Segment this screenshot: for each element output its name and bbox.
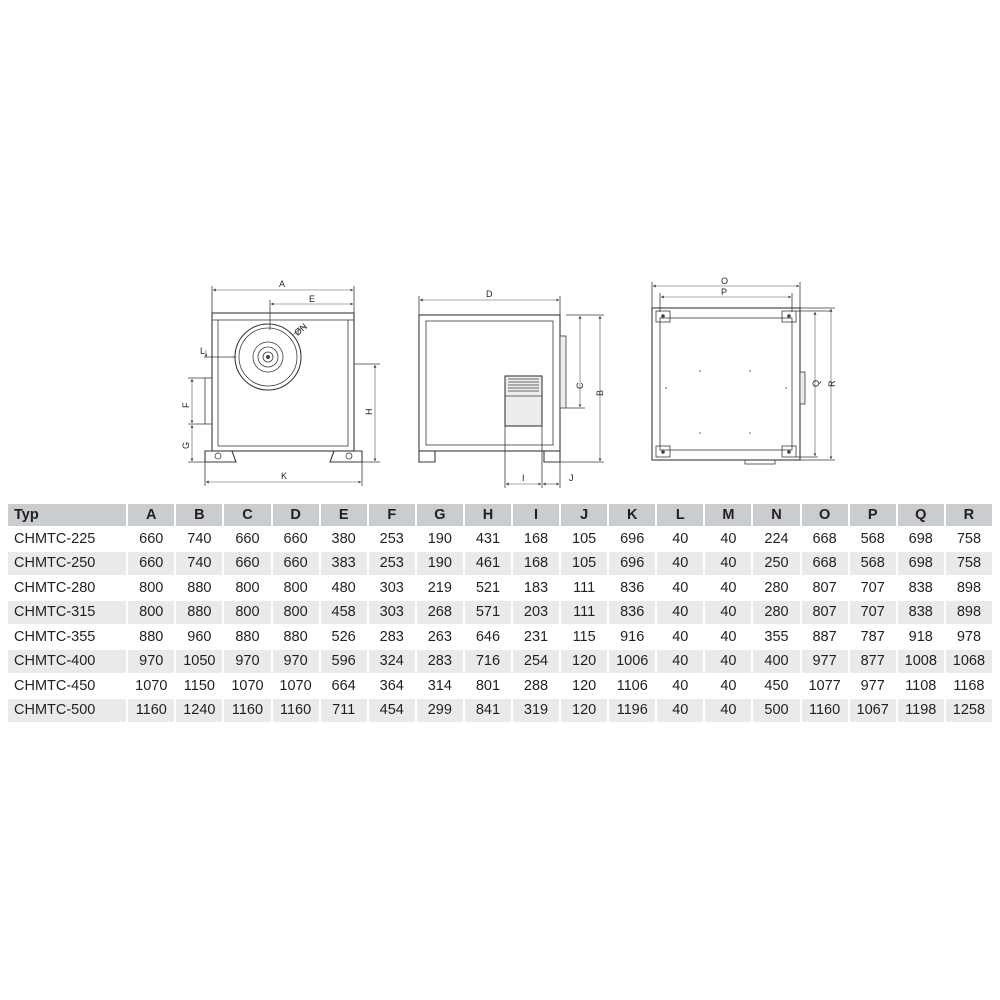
dimension-cell: 1108 bbox=[896, 674, 944, 698]
dimension-cell: 231 bbox=[511, 625, 559, 649]
dimension-cell: 40 bbox=[655, 576, 703, 600]
column-header-k: K bbox=[607, 504, 655, 526]
dim-label-B: B bbox=[595, 389, 605, 396]
dimension-cell: 800 bbox=[126, 576, 174, 600]
table-header-row bbox=[8, 504, 992, 526]
dimension-cell: 283 bbox=[367, 625, 415, 649]
dimension-cell: 836 bbox=[607, 576, 655, 600]
column-header-d: D bbox=[271, 504, 319, 526]
dimension-cell: 40 bbox=[703, 699, 751, 723]
dimension-cell: 168 bbox=[511, 527, 559, 551]
dimension-cell: 787 bbox=[848, 625, 896, 649]
dimension-cell: 454 bbox=[367, 699, 415, 723]
dim-label-L: L bbox=[200, 346, 206, 356]
table-row bbox=[8, 527, 992, 551]
dimension-cell: 970 bbox=[222, 650, 270, 674]
dimension-cell: 40 bbox=[655, 625, 703, 649]
dim-label-A: A bbox=[279, 279, 286, 289]
dim-label-G: G bbox=[181, 441, 191, 449]
dim-label-C: C bbox=[575, 382, 585, 389]
dimension-cell: 521 bbox=[463, 576, 511, 600]
dimension-cell: 263 bbox=[415, 625, 463, 649]
column-header-a: A bbox=[126, 504, 174, 526]
side-view-drawing bbox=[419, 289, 605, 488]
dimension-cell: 111 bbox=[559, 576, 607, 600]
dimension-cell: 668 bbox=[800, 552, 848, 576]
column-header-i: I bbox=[511, 504, 559, 526]
column-header-g: G bbox=[415, 504, 463, 526]
column-header-c: C bbox=[222, 504, 270, 526]
dimension-cell: 707 bbox=[848, 601, 896, 625]
dimension-cell: 758 bbox=[944, 527, 992, 551]
dimension-cell: 105 bbox=[559, 552, 607, 576]
dimension-cell: 877 bbox=[848, 650, 896, 674]
dimension-cell: 800 bbox=[271, 576, 319, 600]
dimension-cell: 190 bbox=[415, 527, 463, 551]
table-row bbox=[8, 576, 992, 600]
dimension-cell: 280 bbox=[751, 601, 799, 625]
dimension-cell: 880 bbox=[174, 576, 222, 600]
dimension-cell: 500 bbox=[751, 699, 799, 723]
column-header-l: L bbox=[655, 504, 703, 526]
dimension-cell: 880 bbox=[222, 625, 270, 649]
column-header-q: Q bbox=[896, 504, 944, 526]
dimension-cell: 800 bbox=[222, 576, 270, 600]
dimension-cell: 115 bbox=[559, 625, 607, 649]
dimension-cell: 480 bbox=[319, 576, 367, 600]
dim-label-R: R bbox=[827, 380, 837, 387]
model-name-cell: CHMTC-500 bbox=[8, 699, 126, 723]
dimension-cell: 105 bbox=[559, 527, 607, 551]
dimension-cell: 838 bbox=[896, 601, 944, 625]
dimension-cell: 646 bbox=[463, 625, 511, 649]
dimension-cell: 40 bbox=[703, 650, 751, 674]
column-header-e: E bbox=[319, 504, 367, 526]
column-header-h: H bbox=[463, 504, 511, 526]
dimension-cell: 898 bbox=[944, 576, 992, 600]
dimension-cell: 299 bbox=[415, 699, 463, 723]
table-row bbox=[8, 699, 992, 723]
dimension-cell: 1008 bbox=[896, 650, 944, 674]
dimension-cell: 431 bbox=[463, 527, 511, 551]
dimension-cell: 758 bbox=[944, 552, 992, 576]
dimension-cell: 203 bbox=[511, 601, 559, 625]
column-header-j: J bbox=[559, 504, 607, 526]
dimension-cell: 571 bbox=[463, 601, 511, 625]
dimension-cell: 898 bbox=[944, 601, 992, 625]
dimension-cell: 740 bbox=[174, 552, 222, 576]
dimension-cell: 40 bbox=[703, 601, 751, 625]
column-header-typ: Typ bbox=[8, 504, 126, 526]
dimension-cell: 224 bbox=[751, 527, 799, 551]
dimension-cell: 841 bbox=[463, 699, 511, 723]
dimension-cell: 1258 bbox=[944, 699, 992, 723]
dimension-cell: 288 bbox=[511, 674, 559, 698]
dim-label-H: H bbox=[364, 408, 374, 415]
dimension-cell: 978 bbox=[944, 625, 992, 649]
dimension-cell: 40 bbox=[655, 650, 703, 674]
dimension-cell: 807 bbox=[800, 576, 848, 600]
dimension-cell: 698 bbox=[896, 552, 944, 576]
dimension-cell: 660 bbox=[222, 527, 270, 551]
dimension-cell: 596 bbox=[319, 650, 367, 674]
model-name-cell: CHMTC-225 bbox=[14, 530, 96, 547]
dimension-cell: 711 bbox=[319, 699, 367, 723]
dimension-cell: 960 bbox=[174, 625, 222, 649]
column-header-f: F bbox=[367, 504, 415, 526]
dimension-cell: 253 bbox=[367, 527, 415, 551]
dimension-cell: 268 bbox=[415, 601, 463, 625]
dimension-cell: 190 bbox=[415, 552, 463, 576]
dimension-cell: 183 bbox=[511, 576, 559, 600]
dimension-cell: 40 bbox=[655, 674, 703, 698]
dimension-cell: 800 bbox=[126, 601, 174, 625]
dimension-cell: 800 bbox=[222, 601, 270, 625]
dim-label-K: K bbox=[281, 471, 288, 481]
dimension-cell: 1068 bbox=[944, 650, 992, 674]
dimension-cell: 916 bbox=[607, 625, 655, 649]
dimension-cell: 383 bbox=[319, 552, 367, 576]
model-name-cell: CHMTC-250 bbox=[8, 552, 126, 576]
dimension-cell: 1240 bbox=[174, 699, 222, 723]
front-view-drawing bbox=[181, 279, 380, 486]
dimension-cell: 880 bbox=[174, 601, 222, 625]
dimension-cell: 40 bbox=[703, 552, 751, 576]
dimension-cell: 716 bbox=[463, 650, 511, 674]
dimension-cell: 977 bbox=[800, 650, 848, 674]
dimension-cell: 254 bbox=[511, 650, 559, 674]
column-header-o: O bbox=[800, 504, 848, 526]
dimension-cell: 1160 bbox=[800, 699, 848, 723]
model-name-cell: CHMTC-355 bbox=[14, 628, 96, 645]
dimension-cell: 807 bbox=[800, 601, 848, 625]
dim-label-E: E bbox=[309, 294, 316, 304]
dimension-cell: 319 bbox=[511, 699, 559, 723]
dimension-cell: 314 bbox=[415, 674, 463, 698]
column-header-b: B bbox=[174, 504, 222, 526]
model-name-cell: CHMTC-400 bbox=[8, 650, 126, 674]
table-row bbox=[8, 601, 992, 625]
column-header-r: R bbox=[944, 504, 992, 526]
dimension-cell: 838 bbox=[896, 576, 944, 600]
dimension-cell: 324 bbox=[367, 650, 415, 674]
dimension-cell: 283 bbox=[415, 650, 463, 674]
dim-label-Q: Q bbox=[811, 379, 821, 387]
dimension-cell: 40 bbox=[703, 576, 751, 600]
dimension-cell: 696 bbox=[607, 552, 655, 576]
column-header-p: P bbox=[848, 504, 896, 526]
dimension-cell: 364 bbox=[367, 674, 415, 698]
dimension-cell: 461 bbox=[463, 552, 511, 576]
dim-label-D: D bbox=[486, 289, 493, 299]
dimension-cell: 280 bbox=[751, 576, 799, 600]
dimension-cell: 40 bbox=[655, 699, 703, 723]
dimension-cell: 40 bbox=[703, 527, 751, 551]
dimension-cell: 740 bbox=[174, 527, 222, 551]
dim-label-F: F bbox=[181, 402, 191, 408]
dimension-cell: 1196 bbox=[607, 699, 655, 723]
dimension-cell: 1160 bbox=[271, 699, 319, 723]
dimension-cell: 568 bbox=[848, 527, 896, 551]
dimension-cell: 1168 bbox=[944, 674, 992, 698]
dimension-cell: 250 bbox=[751, 552, 799, 576]
top-view-drawing bbox=[652, 276, 837, 464]
dimension-cell: 660 bbox=[126, 552, 174, 576]
dimension-cell: 660 bbox=[222, 552, 270, 576]
dimension-cell: 1006 bbox=[607, 650, 655, 674]
dimension-cell: 568 bbox=[848, 552, 896, 576]
dimension-cell: 660 bbox=[271, 552, 319, 576]
column-header-m: M bbox=[703, 504, 751, 526]
dimension-cell: 380 bbox=[319, 527, 367, 551]
table-row bbox=[8, 625, 992, 649]
dimension-cell: 1070 bbox=[271, 674, 319, 698]
dimension-cell: 660 bbox=[126, 527, 174, 551]
dimension-cell: 40 bbox=[703, 674, 751, 698]
dimension-cell: 253 bbox=[367, 552, 415, 576]
dimension-cell: 880 bbox=[126, 625, 174, 649]
dimension-cell: 40 bbox=[655, 552, 703, 576]
dimension-cell: 698 bbox=[896, 527, 944, 551]
dimension-cell: 1160 bbox=[126, 699, 174, 723]
dimension-cell: 1050 bbox=[174, 650, 222, 674]
dimension-cell: 120 bbox=[559, 674, 607, 698]
model-name-cell: CHMTC-315 bbox=[8, 601, 126, 625]
table-row bbox=[8, 650, 992, 674]
dimension-cell: 836 bbox=[607, 601, 655, 625]
dimension-cell: 120 bbox=[559, 699, 607, 723]
dim-label-O: O bbox=[721, 276, 729, 286]
dimension-cell: 355 bbox=[751, 625, 799, 649]
dimension-cell: 120 bbox=[559, 650, 607, 674]
dimension-cell: 1160 bbox=[222, 699, 270, 723]
dimensions-table bbox=[8, 503, 992, 723]
dimension-cell: 168 bbox=[511, 552, 559, 576]
table-row bbox=[8, 674, 992, 698]
dimension-cell: 977 bbox=[848, 674, 896, 698]
dimension-cell: 918 bbox=[896, 625, 944, 649]
dimension-cell: 1106 bbox=[607, 674, 655, 698]
dimension-cell: 970 bbox=[126, 650, 174, 674]
dimension-cell: 450 bbox=[751, 674, 799, 698]
dimension-cell: 400 bbox=[751, 650, 799, 674]
dimension-cell: 1067 bbox=[848, 699, 896, 723]
dimension-cell: 40 bbox=[703, 625, 751, 649]
dimension-cell: 800 bbox=[271, 601, 319, 625]
table-body bbox=[8, 527, 992, 722]
dimension-cell: 970 bbox=[271, 650, 319, 674]
dimension-cell: 40 bbox=[655, 601, 703, 625]
dimension-cell: 668 bbox=[800, 527, 848, 551]
dimension-cell: 707 bbox=[848, 576, 896, 600]
dim-label-N: ØN bbox=[292, 321, 309, 338]
model-name-cell: CHMTC-280 bbox=[14, 579, 96, 596]
table-row bbox=[8, 552, 992, 576]
dimension-cell: 1150 bbox=[174, 674, 222, 698]
dimension-cell: 887 bbox=[800, 625, 848, 649]
dim-label-J: J bbox=[569, 473, 574, 483]
model-name-cell: CHMTC-450 bbox=[14, 677, 96, 694]
dimension-cell: 801 bbox=[463, 674, 511, 698]
dimension-cell: 1070 bbox=[126, 674, 174, 698]
dimension-cell: 696 bbox=[607, 527, 655, 551]
dimension-cell: 660 bbox=[271, 527, 319, 551]
dimension-cell: 526 bbox=[319, 625, 367, 649]
dimension-cell: 219 bbox=[415, 576, 463, 600]
dimension-cell: 40 bbox=[655, 527, 703, 551]
dimension-cell: 303 bbox=[367, 601, 415, 625]
dim-label-I: I bbox=[522, 473, 525, 483]
dimension-cell: 111 bbox=[559, 601, 607, 625]
column-header-n: N bbox=[751, 504, 799, 526]
dim-label-P: P bbox=[721, 287, 728, 297]
dimension-cell: 664 bbox=[319, 674, 367, 698]
dimension-cell: 1077 bbox=[800, 674, 848, 698]
dimension-cell: 458 bbox=[319, 601, 367, 625]
dimension-cell: 1198 bbox=[896, 699, 944, 723]
dimension-cell: 880 bbox=[271, 625, 319, 649]
dimension-cell: 303 bbox=[367, 576, 415, 600]
dimension-cell: 1070 bbox=[222, 674, 270, 698]
